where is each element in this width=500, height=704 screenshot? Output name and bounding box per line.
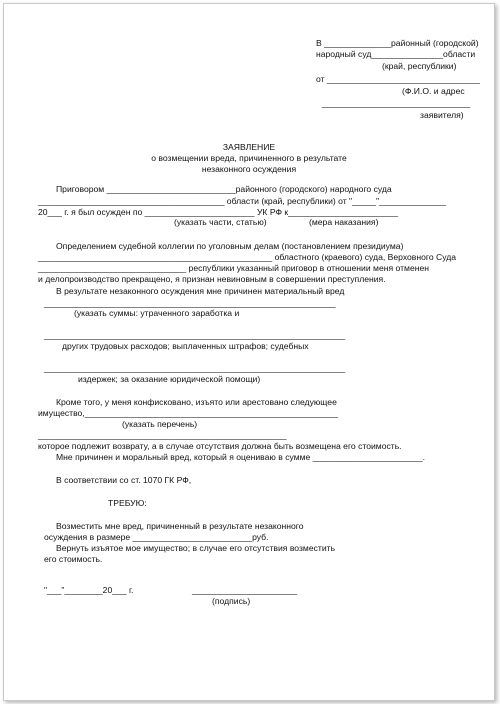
addressee-region: народный суд_______________области [316, 49, 476, 59]
signature-date: "___"________20___ г. [44, 585, 134, 595]
demand-return-line: Вернуть изъятое мое имущество; в случае его отсутствия возместить [56, 543, 336, 553]
blank-line: _______________________________________________________________ [44, 330, 346, 340]
demand-value-line: его стоимость. [44, 554, 103, 564]
addressee-from: от ________________________________ [316, 74, 480, 84]
moral-damage-line: Мне причинен и моральный вред, который я оцениваю в сумме _______________________. [56, 452, 426, 462]
signature-line: ______________________ [192, 585, 298, 595]
demand-amount-line: осуждения в размере _________________________руб. [44, 532, 269, 542]
costs-hint: издержек; за оказание юридической помощи) [78, 374, 261, 384]
amounts-hint: (указать суммы: утраченного заработка и [74, 308, 240, 318]
punishment-hint: (мера наказания) [309, 217, 379, 227]
confiscation-line: Кроме того, у меня конфисковано, изъято или арестовано следующее [56, 397, 337, 407]
blank-line: _______________________________________________________________ [44, 363, 346, 373]
signature-label: (подпись) [212, 596, 251, 606]
sentence-line: Приговором ___________________________районного (городского) народного суда [56, 184, 392, 194]
republic-line: _______________________________ республики указанный приговор в отношении меня отменен [38, 263, 430, 273]
blank-line: _____________________________________________________________ [44, 298, 336, 308]
addressee-name-hint: (Ф.И.О. и адрес [402, 86, 465, 96]
convicted-line: 20___ г. я был осужден по _______________________ УК РФ к_______________________ [38, 207, 399, 217]
article-hint: (указать части, статью) [174, 217, 267, 227]
document-title: ЗАЯВЛЕНИЕ [222, 142, 276, 152]
document-subtitle-1: о возмещении вреда, причиненного в результате [151, 153, 347, 163]
legal-basis-line: В соответствии со ст. 1070 ГК РФ, [56, 475, 192, 485]
property-line: имущество,_____________________________________________________ [38, 408, 339, 418]
ruling-line: Определением судебной коллегии по уголовным делам (постановлением президиума) [56, 241, 404, 251]
list-hint: (указать перечень) [122, 419, 198, 429]
addressee-applicant-hint: заявителя) [420, 110, 464, 120]
acquittal-line: и делопроизводство прекращено, я признан невиновным в совершении преступления. [38, 274, 386, 284]
sentence-court-line: _______________________________________ области (край, республики) от "_____"______________ [38, 196, 446, 206]
document-subtitle-2: незаконного осуждения [201, 164, 297, 174]
addressee-court: В ______________районный (городской) [316, 38, 479, 48]
material-damage-line: В результате незаконного осуждения мне причинен материальный вред [56, 286, 345, 296]
blank-line: ____________________________________________________ [38, 430, 287, 440]
demand-heading: ТРЕБУЮ: [108, 498, 147, 508]
regional-court-line: _________________________________________________ областного (краевого) суда, Верховного Суда [38, 252, 457, 262]
return-line: которое подлежит возврату, а в случае отсутствия должна быть возмещена его стоимость. [38, 441, 402, 451]
addressee-address-line: _______________________________ [322, 98, 471, 108]
document-page [3, 3, 495, 701]
expenses-hint: других трудовых расходов; выплаченных штрафов; судебных [62, 341, 309, 351]
addressee-region-hint: (край, республики) [382, 61, 457, 71]
demand-compensation-line: Возместить мне вред, причиненный в результате незаконного [56, 521, 304, 531]
